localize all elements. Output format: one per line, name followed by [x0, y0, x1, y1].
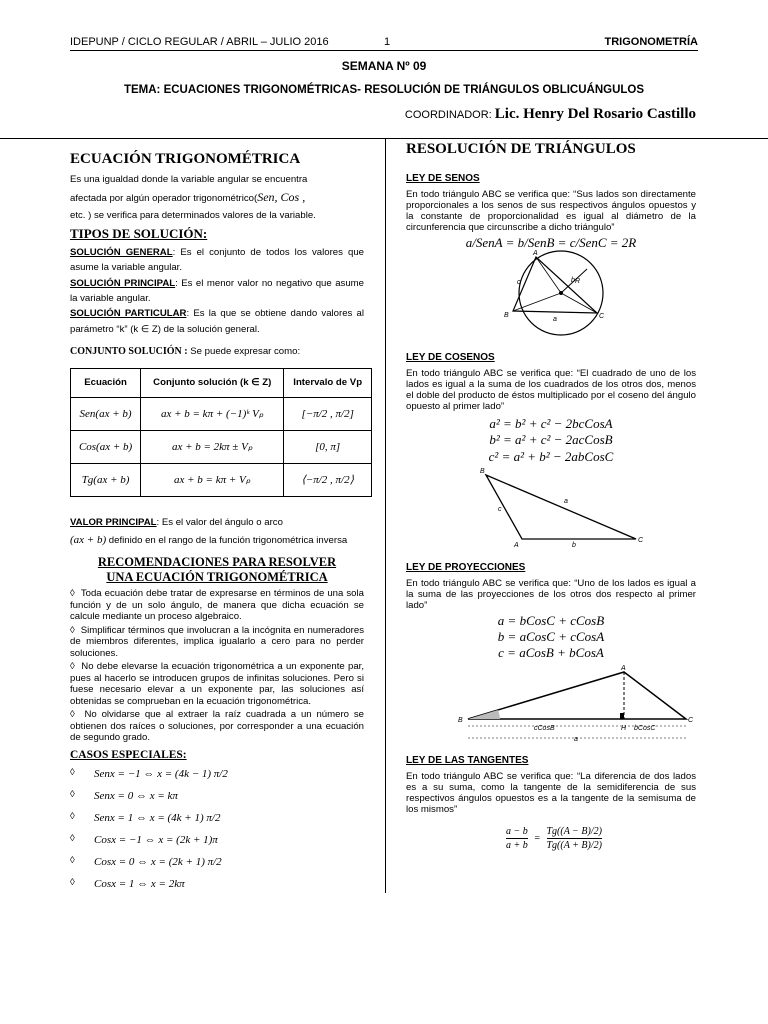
diamond-icon: ◊	[70, 624, 75, 636]
solution-table	[70, 368, 372, 497]
diamond-icon: ◊	[70, 854, 75, 866]
intro-line-2: afectada por algún operador trigonométrico(	[70, 192, 258, 204]
cosenos-formula-3: c² = a² + b² − 2abCosC	[488, 448, 614, 464]
proyecciones-formula-1: a = bCosC + cCosB	[497, 612, 605, 628]
header-subject: TRIGONOMETRÍA	[604, 36, 698, 48]
particular-text: : Es la que se obtiene dando valores al parámetro “k” (k ∈ Z) de la solución general.	[70, 308, 364, 335]
diamond-icon: ◊	[70, 588, 75, 600]
table-cell: ax + b = kπ + (−1)ᵏ Vₚ	[141, 398, 284, 431]
header-page-number: 1	[384, 36, 391, 48]
casos-list	[70, 767, 364, 899]
tangentes-formula	[506, 825, 696, 852]
solucion-particular	[70, 306, 364, 337]
vertex-label: A	[533, 249, 538, 257]
diamond-icon: ◊	[70, 832, 75, 844]
list-item: ◊ Toda ecuación debe tratar de expresarse en términos de una sola función y de un solo ángulo, de manera que dicha ecuación se calcule mediante un proceso algebraico.	[70, 588, 364, 623]
table-cell: Tg(ax + b)	[71, 464, 141, 497]
particular-label: SOLUCIÓN PARTICULAR	[70, 308, 187, 320]
solucion-general	[70, 245, 364, 276]
foot-label: H	[621, 724, 627, 732]
column-divider	[385, 138, 386, 893]
intro	[70, 174, 364, 223]
valor-principal	[70, 515, 364, 549]
table-cell: [0, π]	[284, 431, 372, 464]
side-label: a	[553, 315, 557, 323]
section-divider	[0, 138, 768, 139]
ecuacion-title: ECUACIÓN TRIGONOMÉTRICA	[70, 151, 301, 167]
radius-label: R	[575, 277, 581, 285]
diamond-icon: ◊	[70, 661, 75, 673]
tema-title: TEMA: ECUACIONES TRIGONOMÉTRICAS- RESOLUCIÓN DE TRIÁNGULOS OBLICUÁNGULOS	[123, 84, 645, 96]
cosenos-formula-2: b² = a² + c² − 2acCosB	[489, 432, 613, 448]
list-item: ◊ Cosx = 0 ⇔ x = (2k + 1) π/2	[70, 854, 222, 868]
side-label: a	[564, 497, 568, 505]
table-header: Intervalo de Vp	[284, 369, 372, 398]
semana-title: SEMANA Nº 09	[341, 59, 427, 73]
tangentes-num-right: Tg((A − B)/2)	[546, 825, 602, 837]
list-item: ◊ Cosx = −1 ⇔ x = (2k + 1)π	[70, 832, 218, 846]
recomendaciones-title	[70, 555, 364, 584]
casos-title: CASOS ESPECIALES:	[70, 748, 187, 761]
header-divider	[70, 50, 698, 51]
tipos-title: TIPOS DE SOLUCIÓN:	[70, 226, 208, 242]
conjunto-label: CONJUNTO SOLUCIÓN :	[70, 345, 188, 357]
tangentes-den-right: Tg((A + B)/2)	[546, 839, 602, 851]
diamond-icon: ◊	[70, 876, 75, 888]
equals-sign: =	[533, 832, 541, 844]
list-item: ◊ No olvidarse que al extraer la raíz cuadrada a un número se obtienen dos raíces o soluciones, por corresponder a una ecuación de segundo grado.	[70, 709, 364, 744]
general-text: : Es el conjunto de todos los valores que asume la variable angular.	[70, 246, 364, 274]
cosenos-title: LEY DE COSENOS	[406, 351, 495, 363]
tangentes-den-left: a + b	[506, 839, 528, 851]
conjunto-solucion	[70, 345, 364, 358]
table-cell: [−π/2 , π/2]	[284, 398, 372, 431]
diamond-icon: ◊	[70, 709, 75, 721]
tangentes-left-fraction	[506, 825, 528, 852]
table-cell: ⟨−π/2 , π/2⟩	[284, 464, 372, 497]
table-header: Conjunto solución (k ∈ Z)	[141, 369, 284, 398]
tangentes-right-fraction	[547, 825, 602, 852]
table-header: Ecuación	[71, 369, 141, 398]
vertex-label: B	[458, 716, 463, 724]
cosenos-diagram	[476, 467, 646, 547]
table-header-row	[71, 369, 372, 398]
vertex-label: C	[688, 716, 694, 724]
vertex-label: B	[504, 311, 509, 319]
left-column	[70, 150, 364, 899]
vertex-label: C	[638, 536, 644, 544]
proyecciones-formula-2: b = aCosC + cCosA	[497, 629, 605, 645]
cosenos-formulas	[406, 416, 696, 465]
table-row	[71, 398, 372, 431]
diamond-icon: ◊	[70, 810, 75, 822]
cosenos-formula-1: a² = b² + c² − 2bcCosA	[489, 416, 613, 431]
list-item: ◊ Simplificar términos que involucran a la incógnita en numeradores de miembros diferentes, implica igualarlo a cero para no perder soluciones.	[70, 624, 364, 659]
intro-line-1: Es una igualdad donde la variable angular se encuentra	[70, 173, 308, 185]
header-course: IDEPUNP / CICLO REGULAR / ABRIL – JULIO 2016	[70, 36, 329, 48]
senos-title: LEY DE SENOS	[406, 172, 480, 184]
tangentes-num-left: a − b	[506, 825, 528, 837]
senos-diagram	[501, 249, 621, 335]
list-item: ◊ No debe elevarse la ecuación trigonométrica a un exponente par, pues al hacerlo se introducen grupos de infinitas soluciones. Pero si fuese necesario elevar a un exponente par, las soluciones así obtenidas se comprueban en la ecuación trigonométrica.	[70, 661, 364, 707]
side-label: a	[574, 735, 578, 743]
intro-operators: Sen, Cos ,	[257, 189, 306, 204]
side-label: c	[517, 278, 521, 286]
table-cell: Cos(ax + b)	[71, 431, 141, 464]
list-item: ◊ Senx = 0 ⇔ x = kπ	[70, 788, 178, 802]
resolucion-title: RESOLUCIÓN DE TRIÁNGULOS	[406, 141, 636, 157]
coordinador	[405, 106, 696, 123]
proyecciones-title: LEY DE PROYECCIONES	[406, 561, 526, 573]
table-row	[71, 431, 372, 464]
valor-text-2: definido en el rango de la función trigonométrica inversa	[106, 535, 348, 547]
list-item: ◊ Cosx = 1 ⇔ x = 2kπ	[70, 876, 185, 890]
proyecciones-formulas	[406, 613, 696, 662]
projection-label: cCosB	[534, 724, 555, 732]
general-label: SOLUCIÓN GENERAL	[70, 246, 173, 258]
intro-line-3: etc. ) se verifica para determinados valores de la variable.	[70, 209, 316, 221]
coordinador-name: Lic. Henry Del Rosario Castillo	[494, 106, 696, 122]
tangentes-text: En todo triángulo ABC se verifica que: “La diferencia de dos lados es a su suma, como la tangente de la semidiferencia de sus respectivos ángulos opuestos es a la tangente de la semisuma de los mismos”	[406, 770, 696, 815]
vertex-label: B	[480, 467, 485, 475]
valor-math: (ax + b)	[70, 534, 107, 547]
vertex-label: A	[621, 664, 626, 672]
senos-formula: a/SenA = b/SenB = c/SenC = 2R	[465, 234, 637, 250]
tangentes-title: LEY DE LAS TANGENTES	[406, 754, 529, 766]
side-label: b	[571, 276, 575, 284]
vertex-label: A	[514, 541, 519, 549]
proyecciones-text: En todo triángulo ABC se verifica que: “Uno de los lados es igual a la suma de las proyecciones de los otros dos respecto al primer lado”	[406, 577, 696, 611]
rec-title-1: RECOMENDACIONES PARA RESOLVER	[97, 555, 337, 570]
diamond-icon: ◊	[70, 766, 75, 778]
senos-text: En todo triángulo ABC se verifica que: “Sus lados son directamente proporcionales a los senos de sus respectivos ángulos opuestos y la constante de proporcionalidad es igual al diámetro de la circunferencia que circunscribe a dicho triángulo”	[406, 188, 696, 233]
valor-text: : Es el valor del ángulo o arco	[156, 517, 283, 529]
right-column	[406, 140, 696, 852]
conjunto-text: Se puede expresar como:	[187, 345, 301, 357]
proyecciones-formula-3: c = aCosB + bCosA	[498, 645, 604, 661]
valor-label: VALOR PRINCIPAL	[70, 517, 157, 529]
solucion-principal	[70, 276, 364, 307]
proyecciones-diagram	[456, 664, 694, 744]
principal-text: : Es el menor valor no negativo que asume la variable angular.	[70, 277, 364, 304]
cosenos-text: En todo triángulo ABC se verifica que: “El cuadrado de uno de los lados es igual a la suma de los cuadrados de los otros dos, menos el doble del producto de éstos multiplicado por el coseno del ángulo opuesto al primer lado”	[406, 367, 696, 412]
table-cell: ax + b = kπ + Vₚ	[141, 464, 284, 497]
diamond-icon: ◊	[70, 788, 75, 800]
list-item: ◊ Senx = −1 ⇔ x = (4k − 1) π/2	[70, 766, 228, 780]
table-cell: Sen(ax + b)	[71, 398, 141, 431]
rec-title-2: UNA ECUACIÓN TRIGONOMÉTRICA	[106, 569, 328, 584]
table-cell: ax + b = 2kπ ± Vₚ	[141, 431, 284, 464]
coordinador-label: COORDINADOR:	[404, 109, 492, 121]
side-label: b	[572, 541, 576, 549]
projection-label: bCosC	[634, 724, 656, 732]
table-row	[71, 464, 372, 497]
recomendaciones-list	[70, 588, 364, 744]
vertex-label: C	[599, 312, 605, 320]
principal-label: SOLUCIÓN PRINCIPAL	[70, 277, 176, 289]
side-label: c	[498, 505, 502, 513]
list-item: ◊ Senx = 1 ⇔ x = (4k + 1) π/2	[70, 810, 221, 824]
